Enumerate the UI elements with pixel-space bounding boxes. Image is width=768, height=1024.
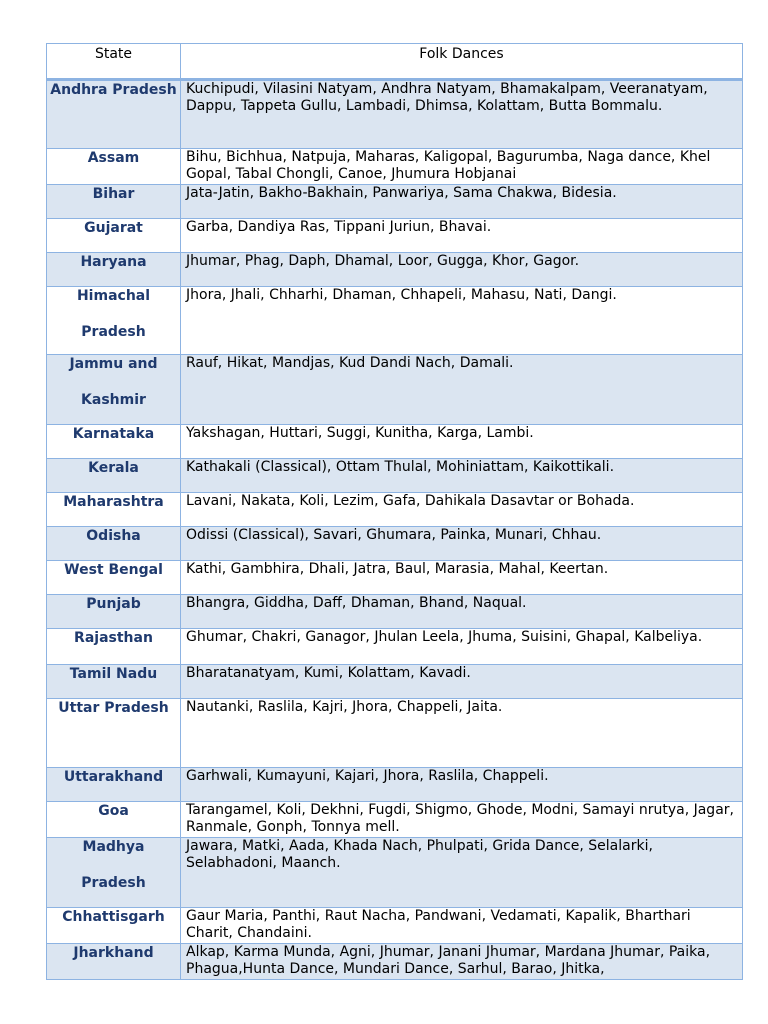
table-row	[47, 355, 743, 425]
state-cell	[47, 838, 181, 908]
dances-cell: Jhora, Jhali, Chharhi, Dhaman, Chhapeli, Mahasu, Nati, Dangi.	[181, 287, 743, 355]
dances-cell: Garhwali, Kumayuni, Kajari, Jhora, Raslila, Chappeli.	[181, 768, 743, 802]
state-name: Andhra Pradesh	[50, 82, 177, 98]
state-name: Chhattisgarh	[62, 909, 165, 925]
table-row	[47, 80, 743, 149]
folk-dances-table	[46, 43, 743, 980]
dances-cell: Tarangamel, Koli, Dekhni, Fugdi, Shigmo, Ghode, Modni, Samayi nrutya, Jagar, Ranmale, Gonph, Tonnya mell.	[181, 802, 743, 838]
dances-cell: Garba, Dandiya Ras, Tippani Juriun, Bhavai.	[181, 219, 743, 253]
dances-cell: Jata-Jatin, Bakho-Bakhain, Panwariya, Sama Chakwa, Bidesia.	[181, 185, 743, 219]
state-name: Assam	[87, 150, 140, 166]
dances-cell: Jawara, Matki, Aada, Khada Nach, Phulpati, Grida Dance, Selalarki, Selabhadoni, Maanch.	[181, 838, 743, 908]
state-cell	[47, 699, 181, 768]
table-row	[47, 838, 743, 908]
state-name: Himachal Pradesh	[76, 288, 151, 340]
state-name: Tamil Nadu	[69, 666, 158, 682]
state-column-header: State	[47, 44, 181, 80]
dances-cell: Kathakali (Classical), Ottam Thulal, Mohiniattam, Kaikottikali.	[181, 459, 743, 493]
table-body	[47, 80, 743, 980]
dances-cell: Bhangra, Giddha, Daff, Dhaman, Bhand, Naqual.	[181, 595, 743, 629]
state-name: Karnataka	[72, 426, 155, 442]
folk-dances-column-header: Folk Dances	[181, 44, 743, 80]
dances-cell: Lavani, Nakata, Koli, Lezim, Gafa, Dahikala Dasavtar or Bohada.	[181, 493, 743, 527]
state-name: Jammu and Kashmir	[69, 356, 158, 408]
state-name: Maharashtra	[63, 494, 164, 510]
state-cell	[47, 80, 181, 149]
dances-cell: Alkap, Karma Munda, Agni, Jhumar, Janani Jhumar, Mardana Jhumar, Paika, Phagua,Hunta Dance, Mundari Dance, Sarhul, Barao, Jhitka,	[181, 944, 743, 980]
state-name: Uttar Pradesh	[58, 700, 169, 716]
dances-cell: Gaur Maria, Panthi, Raut Nacha, Pandwani, Vedamati, Kapalik, Bharthari Charit, Chandaini.	[181, 908, 743, 944]
dances-cell: Rauf, Hikat, Mandjas, Kud Dandi Nach, Damali.	[181, 355, 743, 425]
state-name: Gujarat	[84, 220, 143, 236]
state-name: Punjab	[86, 596, 141, 612]
state-name: Bihar	[92, 186, 135, 202]
dances-cell: Yakshagan, Huttari, Suggi, Kunitha, Karga, Lambi.	[181, 425, 743, 459]
dances-cell: Kuchipudi, Vilasini Natyam, Andhra Natyam, Bhamakalpam, Veeranatyam, Dappu, Tappeta Gullu, Lambadi, Dhimsa, Kolattam, Butta Bommalu.	[181, 80, 743, 149]
state-name: Odisha	[86, 528, 141, 544]
table-row	[47, 287, 743, 355]
table-row	[47, 944, 743, 980]
table-row	[47, 699, 743, 768]
dances-cell: Kathi, Gambhira, Dhali, Jatra, Baul, Marasia, Mahal, Keertan.	[181, 561, 743, 595]
state-cell	[47, 355, 181, 425]
dances-cell: Jhumar, Phag, Daph, Dhamal, Loor, Gugga, Khor, Gagor.	[181, 253, 743, 287]
state-name: Rajasthan	[74, 630, 153, 646]
dances-cell: Bihu, Bichhua, Natpuja, Maharas, Kaligopal, Bagurumba, Naga dance, Khel Gopal, Tabal Chongli, Canoe, Jhumura Hobjanai	[181, 149, 743, 185]
state-name: Jharkhand	[73, 945, 154, 961]
state-name: Goa	[98, 803, 129, 819]
state-name: Haryana	[80, 254, 147, 270]
state-name: West Bengal	[64, 562, 163, 578]
dances-cell: Odissi (Classical), Savari, Ghumara, Painka, Munari, Chhau.	[181, 527, 743, 561]
dances-cell: Ghumar, Chakri, Ganagor, Jhulan Leela, Jhuma, Suisini, Ghapal, Kalbeliya.	[181, 629, 743, 665]
state-name: Uttarakhand	[63, 769, 164, 785]
state-name: Madhya Pradesh	[81, 839, 146, 891]
state-cell	[47, 287, 181, 355]
dances-cell: Nautanki, Raslila, Kajri, Jhora, Chappeli, Jaita.	[181, 699, 743, 768]
state-name: Kerala	[88, 460, 139, 476]
state-cell	[47, 944, 181, 980]
dances-cell: Bharatanatyam, Kumi, Kolattam, Kavadi.	[181, 665, 743, 699]
